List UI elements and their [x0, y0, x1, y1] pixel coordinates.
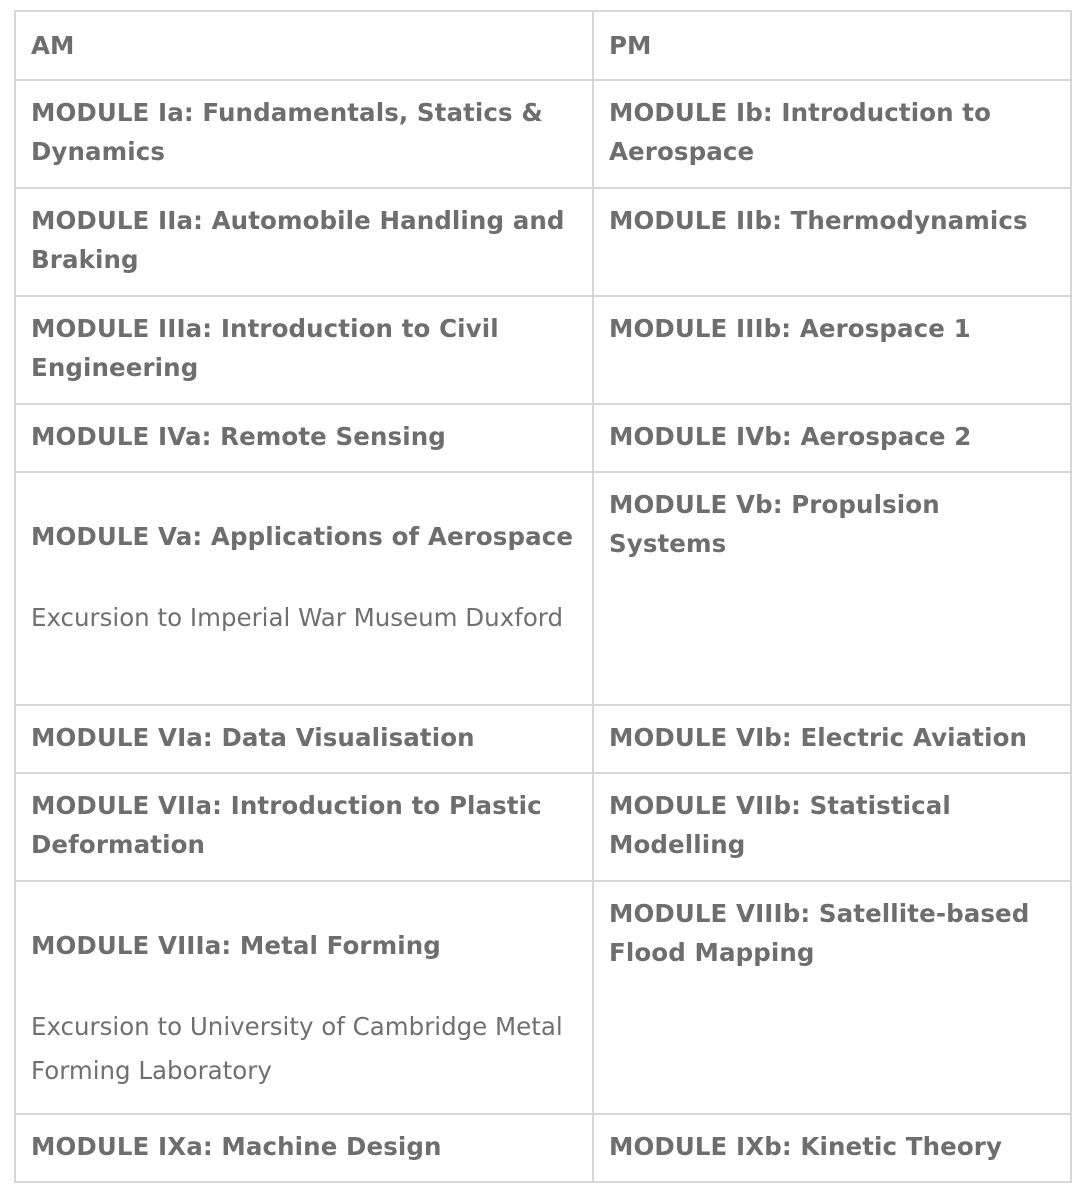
am-header-label: AM [31, 31, 75, 60]
table-row [15, 472, 1071, 705]
pm-module-cell [593, 881, 1071, 1114]
am-module-title: MODULE IIa: Automobile Handling and Braking [31, 206, 565, 274]
table-row [15, 188, 1071, 296]
am-module-cell [15, 705, 593, 773]
pm-column-header [593, 11, 1071, 80]
pm-module-title: MODULE Ib: Introduction to Aerospace [609, 98, 992, 166]
am-module-cell [15, 188, 593, 296]
pm-module-cell [593, 1114, 1071, 1182]
excursion-note: Excursion to University of Cambridge Metal Forming Laboratory [31, 1012, 563, 1085]
pm-module-cell [593, 773, 1071, 881]
pm-module-title: MODULE Vb: Propulsion Systems [609, 490, 940, 558]
excursion-note: Excursion to Imperial War Museum Duxford [31, 603, 564, 632]
am-module-title: MODULE VIIIa: Metal Forming [31, 931, 441, 960]
pm-module-title: MODULE VIIb: Statistical Modelling [609, 791, 951, 859]
am-module-cell [15, 404, 593, 472]
am-module-title: MODULE IXa: Machine Design [31, 1132, 442, 1161]
pm-module-cell [593, 404, 1071, 472]
pm-module-cell [593, 472, 1071, 705]
am-module-title: MODULE VIa: Data Visualisation [31, 723, 475, 752]
am-module-title: MODULE IVa: Remote Sensing [31, 422, 446, 451]
pm-module-title: MODULE IVb: Aerospace 2 [609, 422, 972, 451]
module-schedule-table [14, 10, 1072, 1183]
am-module-cell [15, 472, 593, 705]
am-module-cell [15, 881, 593, 1114]
table-row [15, 80, 1071, 188]
pm-module-cell [593, 188, 1071, 296]
am-module-title: MODULE Ia: Fundamentals, Statics & Dynamics [31, 98, 543, 166]
pm-module-title: MODULE VIb: Electric Aviation [609, 723, 1028, 752]
table-row [15, 1114, 1071, 1182]
am-module-cell [15, 1114, 593, 1182]
am-module-title: MODULE VIIa: Introduction to Plastic Deformation [31, 791, 542, 859]
pm-module-cell [593, 705, 1071, 773]
table-row [15, 705, 1071, 773]
pm-module-title: MODULE IIIb: Aerospace 1 [609, 314, 971, 343]
am-module-cell [15, 80, 593, 188]
pm-header-label: PM [609, 31, 652, 60]
pm-module-title: MODULE VIIIb: Satellite-based Flood Mapping [609, 899, 1030, 967]
am-module-cell [15, 773, 593, 881]
am-module-cell [15, 296, 593, 404]
pm-module-title: MODULE IIb: Thermodynamics [609, 206, 1028, 235]
pm-module-cell [593, 80, 1071, 188]
am-module-title: MODULE Va: Applications of Aerospace [31, 522, 574, 551]
am-module-title: MODULE IIIa: Introduction to Civil Engineering [31, 314, 499, 382]
table-header-row [15, 11, 1071, 80]
table-row [15, 296, 1071, 404]
pm-module-cell [593, 296, 1071, 404]
table-row [15, 404, 1071, 472]
table-row [15, 881, 1071, 1114]
pm-module-title: MODULE IXb: Kinetic Theory [609, 1132, 1003, 1161]
table-row [15, 773, 1071, 881]
am-column-header [15, 11, 593, 80]
